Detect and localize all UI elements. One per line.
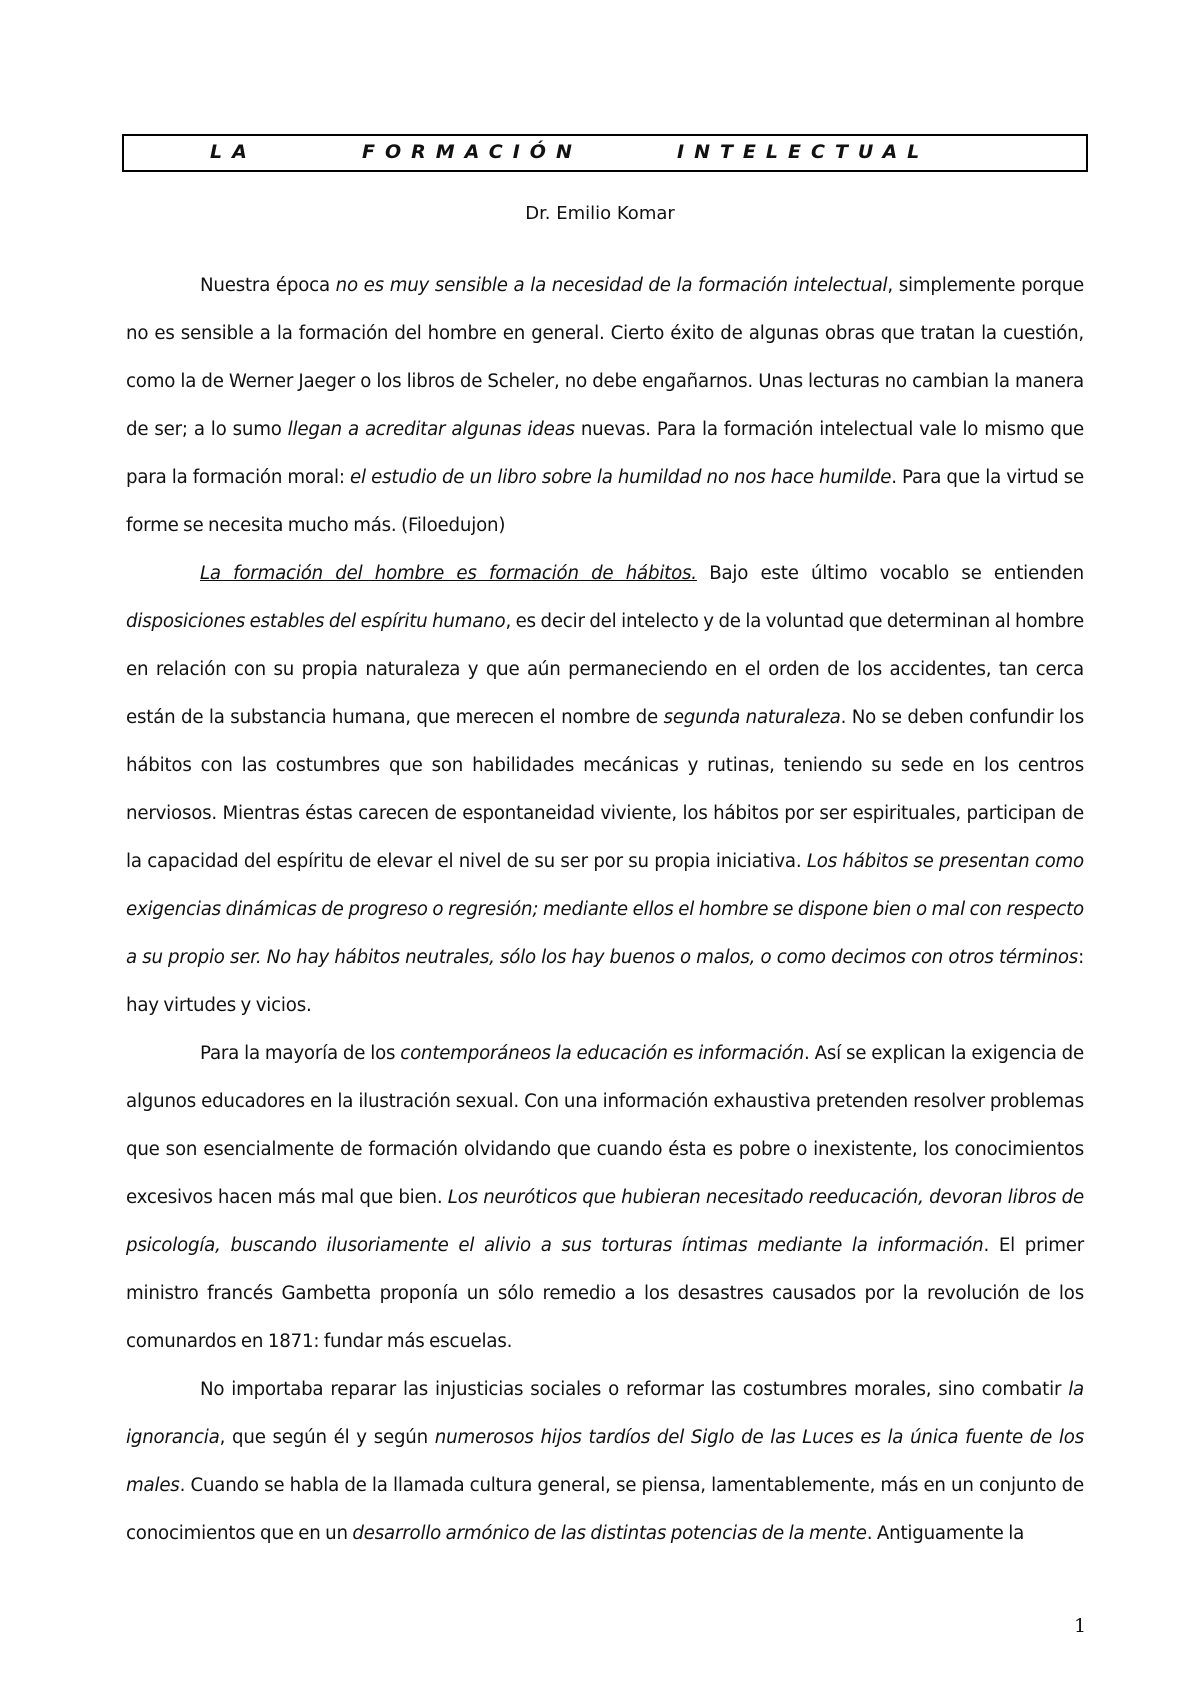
italic-run: el estudio de un libro sobre la humildad no nos hace humilde bbox=[350, 467, 892, 488]
text-run: . Así se explican la exigencia de algunos educadores en la ilustración sexual. Con una información exhaustiva pretenden resolver problemas que son esencialmente de formación olvidando que cuando ésta es pobre o inexistente, los conocimientos excesivos hacen más mal que bien. bbox=[126, 1043, 1084, 1208]
italic-run: desarrollo armónico de las distintas potencias de la mente bbox=[352, 1523, 867, 1544]
body-text bbox=[126, 262, 1084, 1558]
text-run: . El primer ministro francés Gambetta proponía un sólo remedio a los desastres causados por la revolución de los comunardos en 1871: fundar más escuelas. bbox=[126, 1235, 1084, 1352]
text-run: Nuestra época bbox=[200, 275, 336, 296]
italic-run: numerosos hijos tardíos del Siglo de las Luces es la única fuente de los males bbox=[126, 1427, 1084, 1496]
text-run: . Antiguamente la bbox=[866, 1523, 1025, 1544]
page-number: 1 bbox=[1074, 1615, 1087, 1637]
text-run: , que según él y según bbox=[219, 1427, 435, 1448]
text-run: , es decir del intelecto y de la voluntad que determinan al hombre en relación con su propia naturaleza y que aún permaneciendo en el orden de los accidentes, tan cerca están de la substancia humana, que merecen el nombre de bbox=[126, 611, 1084, 728]
text-run: . Cuando se habla de la llamada cultura general, se piensa, lamentablemente, más en un conjunto de conocimientos que en un bbox=[126, 1475, 1084, 1544]
text-run: : hay virtudes y vicios. bbox=[126, 947, 1084, 1016]
text-run: . Para que la virtud se forme se necesita mucho más. (Filoedujon) bbox=[126, 467, 1084, 536]
underlined-italic-run: La formación del hombre es formación de hábitos. bbox=[200, 563, 697, 584]
paragraph-1 bbox=[126, 262, 1084, 550]
paragraph-2 bbox=[126, 550, 1084, 1030]
text-run: nuevas. Para la formación intelectual vale lo mismo que para la formación moral: bbox=[126, 419, 1085, 488]
text-run: No importaba reparar las injusticias sociales o reformar las costumbres morales, sino combatir bbox=[200, 1379, 1069, 1400]
text-run: , simplemente porque no es sensible a la formación del hombre en general. Cierto éxito de algunas obras que tratan la cuestión, como la de Werner Jaeger o los libros de Scheler, no debe engañarnos. Unas lecturas no cambian la manera de ser; a lo sumo bbox=[126, 275, 1084, 440]
italic-run: la ignorancia bbox=[126, 1379, 1084, 1448]
italic-run: no es muy sensible a la necesidad de la formación intelectual bbox=[335, 275, 888, 296]
italic-run: llegan a acreditar algunas ideas bbox=[287, 419, 575, 440]
title-word-formacion: FORMACIÓN bbox=[362, 141, 582, 163]
text-run: Para la mayoría de los bbox=[200, 1043, 401, 1064]
title-word-intelectual: INTELECTUAL bbox=[677, 141, 930, 163]
author: Dr. Emilio Komar bbox=[525, 203, 675, 224]
italic-run: Los hábitos se presentan como exigencias dinámicas de progreso o regresión; mediante ellos el hombre se dispone bien o mal con respecto a su propio ser. No hay hábitos neutrales, sólo los hay buenos o malos, o como decimos con otros términos bbox=[126, 851, 1084, 968]
paragraph-4 bbox=[126, 1366, 1084, 1558]
paragraph-3 bbox=[126, 1030, 1084, 1366]
italic-run: Los neuróticos que hubieran necesitado reeducación, devoran libros de psicología, buscando ilusoriamente el alivio a sus torturas íntimas mediante la información bbox=[126, 1187, 1084, 1256]
italic-run: segunda naturaleza bbox=[663, 707, 841, 728]
text-run: Bajo este último vocablo se entienden bbox=[696, 563, 1084, 584]
title-word-la: LA bbox=[210, 141, 257, 163]
text-run: . No se deben confundir los hábitos con las costumbres que son habilidades mecánicas y rutinas, teniendo su sede en los centros nerviosos. Mientras éstas carecen de espontaneidad viviente, los hábitos por ser espirituales, participan de la capacidad del espíritu de elevar el nivel de su ser por su propia iniciativa. bbox=[126, 707, 1084, 872]
italic-run: disposiciones estables del espíritu humano bbox=[126, 611, 506, 632]
italic-run: contemporáneos la educación es información bbox=[400, 1043, 805, 1064]
title-box bbox=[122, 134, 1088, 172]
